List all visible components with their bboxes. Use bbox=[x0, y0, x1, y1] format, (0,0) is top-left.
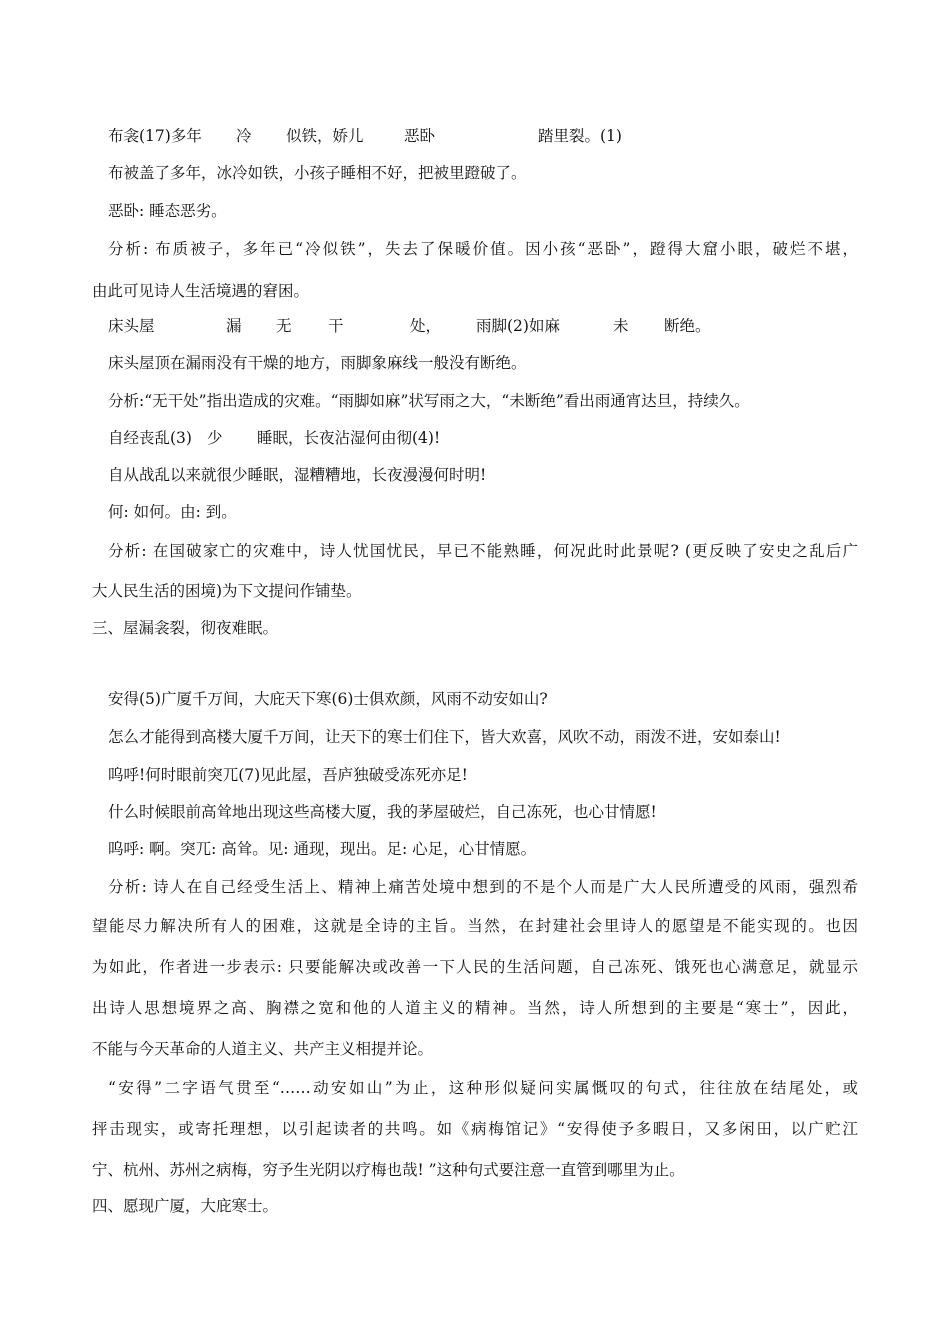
poem-line-4: 安得(5)广厦千万间，大庇天下寒(6)士俱欢颜，风雨不动安如山? bbox=[108, 690, 548, 708]
poem-segment: 睡眠，长夜沾湿何由彻(4)! bbox=[257, 429, 441, 447]
analysis-line: 分析: 诗人在自己经受生活上、精神上痛苦处境中想到的不是个人而是广大人民所遭受的风雨，强烈希 bbox=[108, 878, 858, 896]
translation-line: 怎么才能得到高楼大厦千万间，让天下的寒士们住下，皆大欢喜，风吹不动，雨泼不进，安如泰山! bbox=[108, 728, 781, 746]
note-line: 恶卧: 睡态恶劣。 bbox=[108, 202, 227, 220]
commentary-line: 抨击现实，或寄托理想，以引起读者的共鸣。如《病梅馆记》“安得使予多暇日，又多闲田，以广贮江 bbox=[92, 1120, 858, 1138]
translation-line: 自从战乱以来就很少睡眠，湿糟糟地，长夜漫漫何时明! bbox=[108, 466, 487, 484]
poem-segment: 无 bbox=[276, 317, 292, 335]
poem-segment: 雨脚(2)如麻 bbox=[476, 317, 560, 335]
analysis-line: 不能与今天革命的人道主义、共产主义相提并论。 bbox=[92, 1040, 434, 1058]
analysis-line: 大人民生活的困境)为下文提问作铺垫。 bbox=[92, 582, 362, 600]
poem-segment: 床头屋 bbox=[108, 317, 155, 335]
poem-line-5: 呜呼!何时眼前突兀(7)见此屋，吾庐独破受冻死亦足! bbox=[108, 766, 468, 784]
commentary-line: “安得”二字语气贯至“……动安如山”为止，这种形似疑问实属慨叹的句式，往往放在结尾处，或 bbox=[108, 1079, 858, 1097]
commentary-line: 宁、杭州、苏州之病梅，穷予生光阴以疗梅也哉! ”这种句式要注意一直管到哪里为止。 bbox=[92, 1161, 685, 1179]
note-line: 何: 如何。由: 到。 bbox=[108, 503, 237, 521]
note-line: 呜呼: 啊。突兀: 高耸。见: 通现，现出。足: 心足，心甘情愿。 bbox=[108, 840, 537, 858]
poem-segment: 恶卧 bbox=[404, 127, 436, 145]
analysis-line: 由此可见诗人生活境遇的窘困。 bbox=[92, 282, 310, 300]
poem-segment: 漏 bbox=[226, 317, 242, 335]
section-heading: 四、愿现广厦，大庇寒士。 bbox=[92, 1197, 279, 1215]
analysis-line: 分析:“无干处”指出造成的灾难。“雨脚如麻”状写雨之大，“未断绝”看出雨通宵达旦，持续久。 bbox=[108, 392, 750, 410]
poem-segment: 布衾(17)多年 bbox=[108, 127, 202, 145]
poem-segment: 断绝。 bbox=[664, 317, 711, 335]
poem-segment: 少 bbox=[207, 429, 223, 447]
translation-line: 布被盖了多年，冰冷如铁，小孩子睡相不好，把被里蹬破了。 bbox=[108, 164, 527, 182]
poem-segment: 干 bbox=[328, 317, 344, 335]
poem-segment: 踏里裂。(1) bbox=[538, 127, 622, 145]
translation-line: 床头屋顶在漏雨没有干燥的地方，雨脚象麻线一般没有断绝。 bbox=[108, 354, 527, 372]
analysis-line: 为如此，作者进一步表示: 只要能解决或改善一下人民的生活问题，自己冻死、饿死也心满意足，就显示 bbox=[92, 958, 858, 976]
translation-line: 什么时候眼前高耸地出现这些高楼大厦，我的茅屋破烂，自己冻死，也心甘情愿! bbox=[108, 803, 657, 821]
section-heading: 三、屋漏衾裂，彻夜难眠。 bbox=[92, 619, 279, 637]
analysis-line: 出诗人思想境界之高、胸襟之宽和他的人道主义的精神。当然，诗人所想到的主要是“寒士”，因此， bbox=[92, 999, 858, 1017]
poem-segment: 冷 bbox=[236, 127, 252, 145]
analysis-line: 望能尽力解决所有人的困难，这就是全诗的主旨。当然，在封建社会里诗人的愿望是不能实现的。也因 bbox=[92, 917, 858, 935]
poem-segment: 似铁，娇儿 bbox=[286, 127, 364, 145]
poem-segment: 未 bbox=[613, 317, 629, 335]
poem-segment: 自经丧乱(3) bbox=[108, 429, 192, 447]
analysis-line: 分析: 在国破家亡的灾难中，诗人忧国忧民，早已不能熟睡，何况此时此景呢? (更反映了安史之乱后广 bbox=[108, 542, 858, 560]
analysis-line: 分析: 布质被子，多年已“冷似铁”，失去了保暖价值。因小孩“恶卧”，蹬得大窟小眼，破烂不堪， bbox=[108, 240, 858, 258]
poem-segment: 处， bbox=[410, 317, 442, 335]
